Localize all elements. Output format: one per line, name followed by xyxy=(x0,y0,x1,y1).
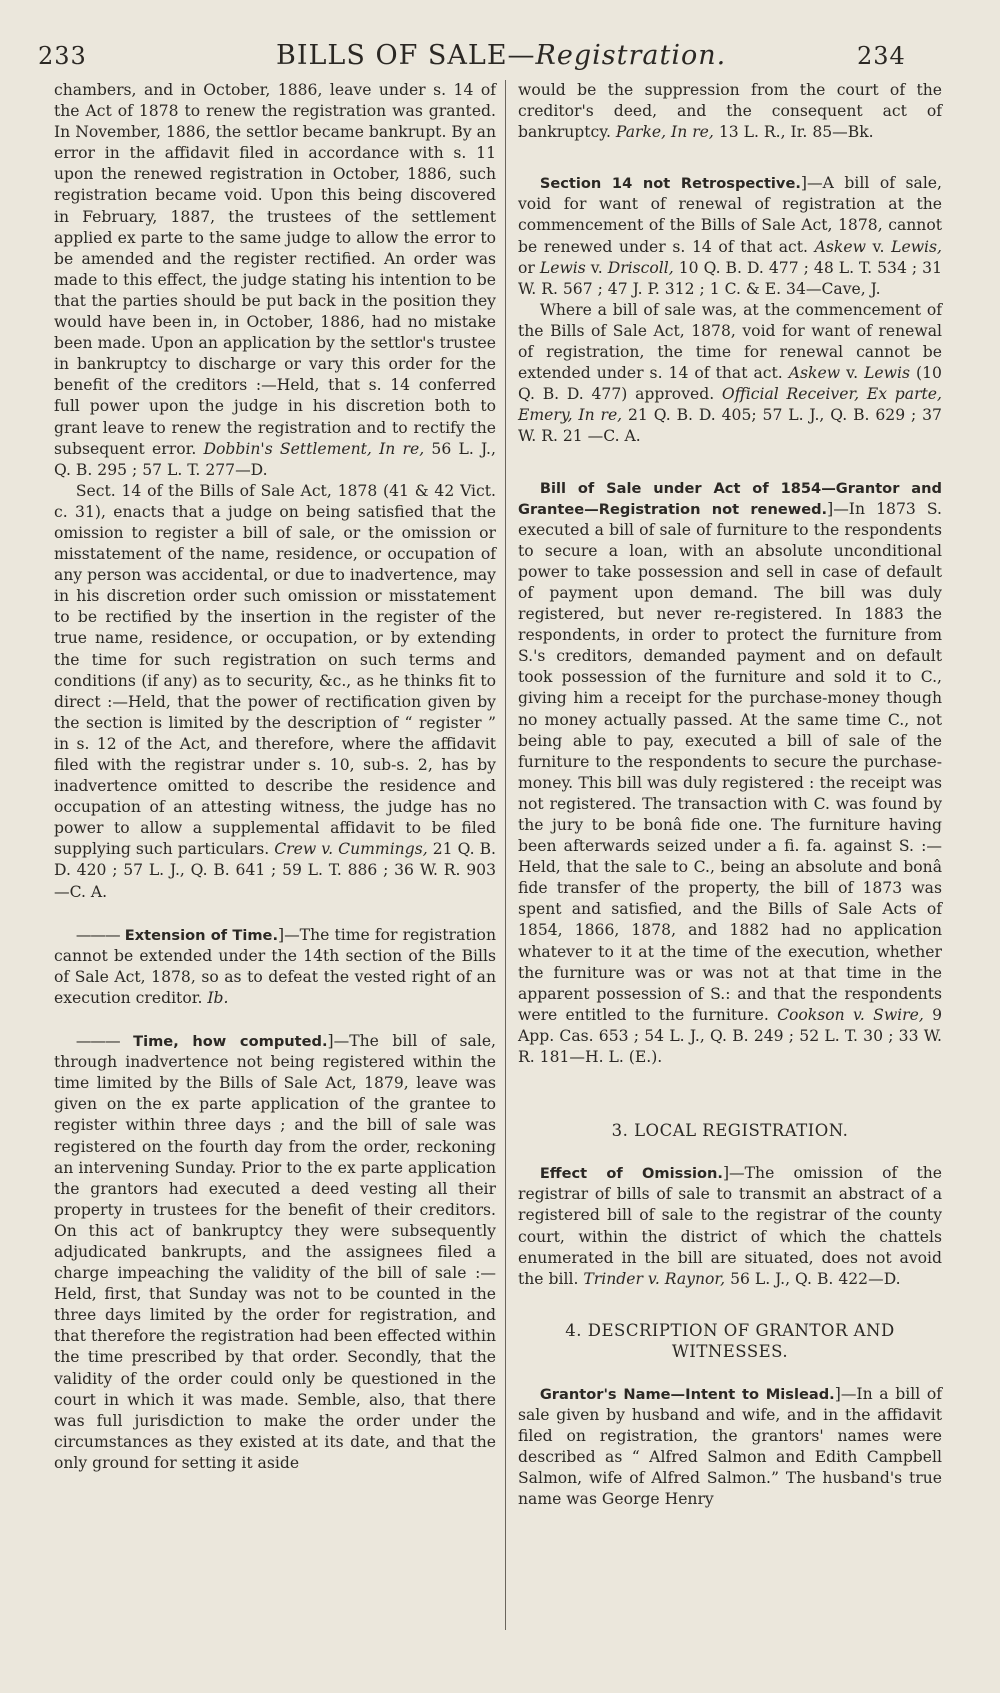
right-p2-case4: Driscoll, xyxy=(607,258,674,277)
right-p4-cite: 9 App. Cas. 653 ; 54 L. J., Q. B. 249 ; 52 L. T. 30 ; 33 W. R. 181—H. L. (E.). xyxy=(518,1005,942,1067)
right-paragraph-3 xyxy=(518,300,942,448)
right-p3-case2: Lewis xyxy=(864,364,910,383)
right-p4-heading: Bill of Sale under Act of 1854—Grantor and Grantee—Registration not renewed. xyxy=(518,479,942,518)
section-3-title: 3. LOCAL REGISTRATION. xyxy=(611,1121,849,1141)
right-p6-heading: Grantor's Name—Intent to Mislead. xyxy=(539,1385,835,1403)
left-page-number: 233 xyxy=(38,42,87,70)
right-p2-or: or xyxy=(518,258,540,277)
left-paragraph-4 xyxy=(54,1031,496,1474)
right-p2-cite: 10 Q. B. D. 477 ; 48 L. T. 534 ; 31 W. R. 567 ; 47 J. P. 312 ; 1 C. & E. 34—Cave, J. xyxy=(518,258,942,298)
left-p1-case: Dobbin's Settlement, In re, xyxy=(203,439,425,458)
spacer xyxy=(518,1098,942,1120)
left-p4-text: ]—The bill of sale, through inadvertence not being registered within the time limited by the Bills of Sale Act, 1879, leave was given on the ex parte application of the grantee to register within three days ; and the bill of sale was registered on the fourth day from the order, reckoning an intervening Sunday. Prior to the ex parte application the grantors had executed a deed vesting all their property in trustees for the benefit of their creditors. On this act of bankruptcy they were subsequently adjudicated bankrupts, and the assignees filed a charge impeaching the validity of the bill of sale :—Held, first, that Sunday was not to be counted in the three days limited by the order for registration, and that therefore the registration had been effected within the time prescribed by that order. Secondly, that the validity of the order could only be questioned in the court in which it was made. Semble, also, that there was full jurisdiction to make the order under the circumstances as they existed at its date, and that the only ground for setting it aside xyxy=(54,1032,496,1472)
right-p1-cite: 13 L. R., Ir. 85—Bk. xyxy=(718,123,874,142)
right-p2-case2: Lewis, xyxy=(891,237,942,256)
right-p2-heading: Section 14 not Retrospective. xyxy=(539,175,801,193)
running-title-main: BILLS OF SALE— xyxy=(276,40,536,71)
right-page-number: 234 xyxy=(857,42,906,70)
right-p2-text: ]—A bill of sale, void for want of renewal of registration at the commencement of the Bills of Sale Act, 1878, cannot be renewed under s. 14 of that act. xyxy=(518,174,942,256)
left-p3-heading: Extension of Time. xyxy=(124,926,278,944)
right-p3-approved: (10 Q. B. D. 477) approved. xyxy=(518,364,942,404)
right-p3-cite: 21 Q. B. D. 405; 57 L. J., Q. B. 629 ; 37 W. R. 21 —C. A. xyxy=(518,406,942,446)
right-p6-text: ]—In a bill of sale given by husband and wife, and in the affidavit filed on registration, the grantors' names were described as “ Alfred Salmon and Edith Campbell Salmon, wife of Alfred Salmon.” The husband's true name was George Henry xyxy=(518,1384,943,1509)
column-divider xyxy=(505,80,506,1630)
right-p2-v1: v. xyxy=(865,237,892,256)
right-p1-case: Parke, In re, xyxy=(615,123,714,142)
right-p3-case3: Official Receiver, Ex parte, Emery, In re, xyxy=(518,385,942,425)
left-p3-ib: Ib. xyxy=(207,988,229,1007)
left-p4-dash: ——— xyxy=(75,1032,120,1051)
spacer xyxy=(518,448,942,478)
left-p3-text: ]—The time for registration cannot be extended under the 14th section of the Bills of Sale Act, 1878, so as to defeat the vested right of an execution creditor. xyxy=(54,925,496,1007)
left-paragraph-2 xyxy=(54,481,496,903)
right-paragraph-1 xyxy=(518,80,942,143)
right-p3-v: v. xyxy=(840,364,865,383)
right-p4-text: ]—In 1873 S. executed a bill of sale of furniture to the respondents to secure a loan, with an absolute unconditional power to take possession and sell in case of default of payment upon demand. The bill was duly registered, but never re-registered. In 1883 the respondents, in order to protect the furniture from S.'s creditors, demanded payment and on default took possession of the furniture and sold it to C., giving him a receipt for the purchase-money though no money actually passed. At the same time C., not being able to pay, executed a bill of sale of the furniture to the respondents to secure the purchase-money. This bill was duly registered : the receipt was not registered. The transaction with C. was found by the jury to be bonâ fide one. The furniture having been afterwards seized under a fi. fa. against S. :—Held, that the sale to C., being an absolute and bonâ fide transfer of the property, the bill of 1873 was spent and satisfied, and the Bills of Sale Acts of 1854, 1866, 1878, and 1882 had no application whatever to it at the time of the execution, whether the furniture was or was not at that time in the apparent possession of S.: and that the respondents were entitled to the furniture. xyxy=(518,499,942,1024)
left-p2-cite: 21 Q. B. D. 420 ; 57 L. J., Q. B. 641 ; 59 L. T. 886 ; 36 W. R. 903—C. A. xyxy=(54,840,496,901)
left-paragraph-1 xyxy=(54,80,496,481)
section-4-title xyxy=(528,1320,932,1362)
spacer xyxy=(518,1068,942,1098)
right-paragraph-2 xyxy=(518,173,942,300)
right-p5-heading: Effect of Omission. xyxy=(539,1165,723,1183)
left-p1-cite: 56 L. J., Q. B. 295 ; 57 L. T. 277—D. xyxy=(54,439,496,479)
spacer xyxy=(518,1141,942,1163)
right-paragraph-5 xyxy=(518,1163,942,1290)
right-p1-text: would be the suppression from the court of the creditor's deed, and the consequent act of bankruptcy. xyxy=(518,81,942,142)
spacer xyxy=(518,1290,942,1320)
left-p3-dash: ——— xyxy=(75,925,120,944)
section-4-title-line-2: WITNESSES. xyxy=(671,1341,789,1361)
running-title xyxy=(276,40,726,71)
page-header xyxy=(0,38,1000,78)
right-p3-case1: Askew xyxy=(788,364,841,383)
running-title-italic: Registration. xyxy=(535,40,727,71)
spacer xyxy=(518,1362,942,1384)
section-4-title-line-1: 4. DESCRIPTION OF GRANTOR AND xyxy=(565,1320,895,1340)
right-paragraph-4 xyxy=(518,478,942,1069)
left-p1-text: chambers, and in October, 1886, leave under s. 14 of the Act of 1878 to renew the registration was granted. In November, 1886, the settlor became bankrupt. By an error in the affidavit filed in accordance with s. 11 upon the renewed registration in October, 1886, such registration became void. Upon this being discovered in February, 1887, the trustees of the settlement applied ex parte to the same judge to allow the error to be amended and the register rectified. An order was made to this effect, the judge stating his intention to be that the parties should be put back in the position they would have been in, in October, 1886, had no mistake been made. Upon an application by the settlor's trustee in bankruptcy to discharge or vary this order for the benefit of the creditors :—Held, that s. 14 conferred full power upon the judge in his discretion both to grant leave to renew the registration and to rectify the subsequent error. xyxy=(54,81,496,458)
left-p2-text: Sect. 14 of the Bills of Sale Act, 1878 (41 & 42 Vict. c. 31), enacts that a judge on being satisfied that the omission to register a bill of sale, or the omission or misstatement of the name, residence, or occupation of any person was accidental, or due to inadvertence, may in his discretion order such omission or misstatement to be rectified by the insertion in the register of the true name, residence, or occupation, or by extending the time for such registration on such terms and conditions (if any) as to security, &c., as he thinks fit to direct :—Held, that the power of rectification given by the section is limited by the description of “ register ” in s. 12 of the Act, and therefore, where the affidavit filed with the registrar under s. 10, sub-s. 2, has by inadvertence omitted to describe the residence and occupation of an attesting witness, the judge has no power to allow a supplemental affidavit to be filed supplying such particulars. xyxy=(54,481,496,859)
right-p2-v2: v. xyxy=(585,258,608,277)
left-p4-heading: Time, how computed. xyxy=(133,1033,328,1051)
spacer xyxy=(54,903,496,925)
left-column xyxy=(54,80,496,1474)
left-p2-case: Crew v. Cummings, xyxy=(274,840,428,859)
left-paragraph-3 xyxy=(54,925,496,1009)
right-p5-case: Trinder v. Raynor, xyxy=(583,1269,726,1288)
right-p3-text: Where a bill of sale was, at the commencement of the Bills of Sale Act, 1878, void for want of renewal of registration, the time for renewal cannot be extended under s. 14 of that act. xyxy=(518,300,942,383)
right-paragraph-6 xyxy=(518,1384,942,1511)
right-p2-case3: Lewis xyxy=(539,258,586,277)
right-p4-case: Cookson v. Swire, xyxy=(777,1005,924,1024)
right-p2-case1: Askew xyxy=(814,237,866,256)
right-p5-text: ]—The omission of the registrar of bills of sale to transmit an abstract of a registered bill of sale to the registrar of the county court, within the district of which the chattels enumerated in the bill are situated, does not avoid the bill. xyxy=(518,1164,942,1288)
right-column xyxy=(518,80,942,1511)
right-p5-cite: 56 L. J., Q. B. 422—D. xyxy=(730,1269,901,1288)
spacer xyxy=(54,1009,496,1031)
spacer xyxy=(518,143,942,173)
